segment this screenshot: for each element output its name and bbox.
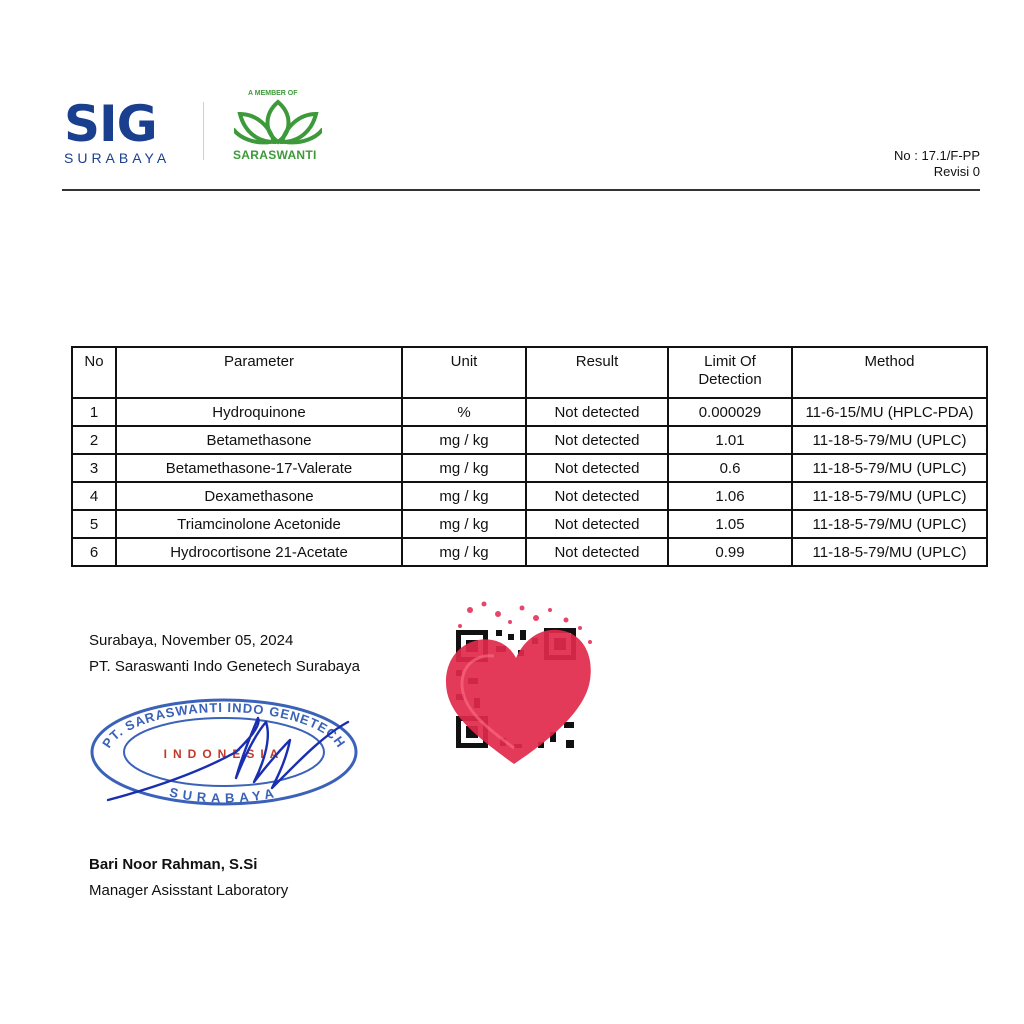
saraswanti-logo xyxy=(230,90,326,166)
table-row xyxy=(72,398,987,426)
svg-text:PT. SARASWANTI INDO GENETECH xyxy=(99,700,349,751)
member-of-label: A MEMBER OF xyxy=(248,90,298,97)
cell-no: 1 xyxy=(72,398,116,426)
document-header xyxy=(62,90,980,190)
leaf-icon xyxy=(234,98,322,146)
table-header-row xyxy=(72,347,987,398)
qr-code xyxy=(440,598,600,770)
cell-parameter: Hydrocortisone 21-Acetate xyxy=(116,538,402,566)
stamp-bottom-text: SURABAYA xyxy=(168,784,280,806)
header-lod-line2: Detection xyxy=(698,371,762,388)
cell-parameter: Triamcinolone Acetonide xyxy=(116,510,402,538)
results-table xyxy=(71,346,988,567)
header-lod-line1: Limit Of xyxy=(704,353,756,370)
cell-method: 11-18-5-79/MU (UPLC) xyxy=(792,426,987,454)
cell-parameter: Betamethasone-17-Valerate xyxy=(116,454,402,482)
sig-logo-text: SIG xyxy=(64,95,157,153)
cell-method: 11-18-5-79/MU (UPLC) xyxy=(792,454,987,482)
cell-unit: mg / kg xyxy=(402,510,526,538)
cell-lod: 1.01 xyxy=(668,426,792,454)
cell-result: Not detected xyxy=(526,454,668,482)
cell-result: Not detected xyxy=(526,426,668,454)
header-result: Result xyxy=(526,347,668,398)
header-parameter: Parameter xyxy=(116,347,402,398)
cell-unit: mg / kg xyxy=(402,482,526,510)
cell-unit: mg / kg xyxy=(402,426,526,454)
header-rule xyxy=(62,189,980,191)
place-date: Surabaya, November 05, 2024 xyxy=(89,632,294,649)
cell-parameter: Hydroquinone xyxy=(116,398,402,426)
cell-unit: mg / kg xyxy=(402,538,526,566)
signature-block xyxy=(89,628,360,680)
svg-text:SURABAYA xyxy=(168,785,280,806)
logo-divider xyxy=(203,102,204,160)
table-row xyxy=(72,454,987,482)
cell-no: 2 xyxy=(72,426,116,454)
company-stamp xyxy=(86,692,366,814)
cell-method: 11-18-5-79/MU (UPLC) xyxy=(792,482,987,510)
document-number-block xyxy=(894,148,980,180)
cell-unit: % xyxy=(402,398,526,426)
cell-lod: 0.000029 xyxy=(668,398,792,426)
cell-result: Not detected xyxy=(526,510,668,538)
signer-title: Manager Asisstant Laboratory xyxy=(89,882,289,899)
cell-method: 11-6-15/MU (HPLC-PDA) xyxy=(792,398,987,426)
stamp-top-text: PT. SARASWANTI INDO GENETECH xyxy=(99,700,349,751)
cell-no: 6 xyxy=(72,538,116,566)
cell-lod: 0.6 xyxy=(668,454,792,482)
company-name: PT. Saraswanti Indo Genetech Surabaya xyxy=(89,658,360,675)
header-unit: Unit xyxy=(402,347,526,398)
cell-unit: mg / kg xyxy=(402,454,526,482)
cell-result: Not detected xyxy=(526,538,668,566)
cell-lod: 0.99 xyxy=(668,538,792,566)
sig-logo xyxy=(62,96,180,166)
cell-method: 11-18-5-79/MU (UPLC) xyxy=(792,538,987,566)
document-number: No : 17.1/F-PP xyxy=(894,148,980,163)
table-row xyxy=(72,482,987,510)
table-row xyxy=(72,538,987,566)
stamp-middle-text: INDONESIA xyxy=(163,747,285,761)
cell-method: 11-18-5-79/MU (UPLC) xyxy=(792,510,987,538)
cell-result: Not detected xyxy=(526,398,668,426)
saraswanti-name: SARASWANTI xyxy=(233,148,317,162)
table-row xyxy=(72,510,987,538)
cell-parameter: Betamethasone xyxy=(116,426,402,454)
cell-lod: 1.05 xyxy=(668,510,792,538)
header-method: Method xyxy=(792,347,987,398)
cell-result: Not detected xyxy=(526,482,668,510)
document-revision: Revisi 0 xyxy=(933,164,980,179)
cell-lod: 1.06 xyxy=(668,482,792,510)
cell-no: 3 xyxy=(72,454,116,482)
header-no: No xyxy=(72,347,116,398)
cell-no: 4 xyxy=(72,482,116,510)
table-row xyxy=(72,426,987,454)
signer-name: Bari Noor Rahman, S.Si xyxy=(89,856,258,873)
signer-block xyxy=(89,852,288,904)
sig-logo-city: SURABAYA xyxy=(64,150,171,166)
cell-no: 5 xyxy=(72,510,116,538)
cell-parameter: Dexamethasone xyxy=(116,482,402,510)
header-limit-of-detection xyxy=(668,347,792,398)
